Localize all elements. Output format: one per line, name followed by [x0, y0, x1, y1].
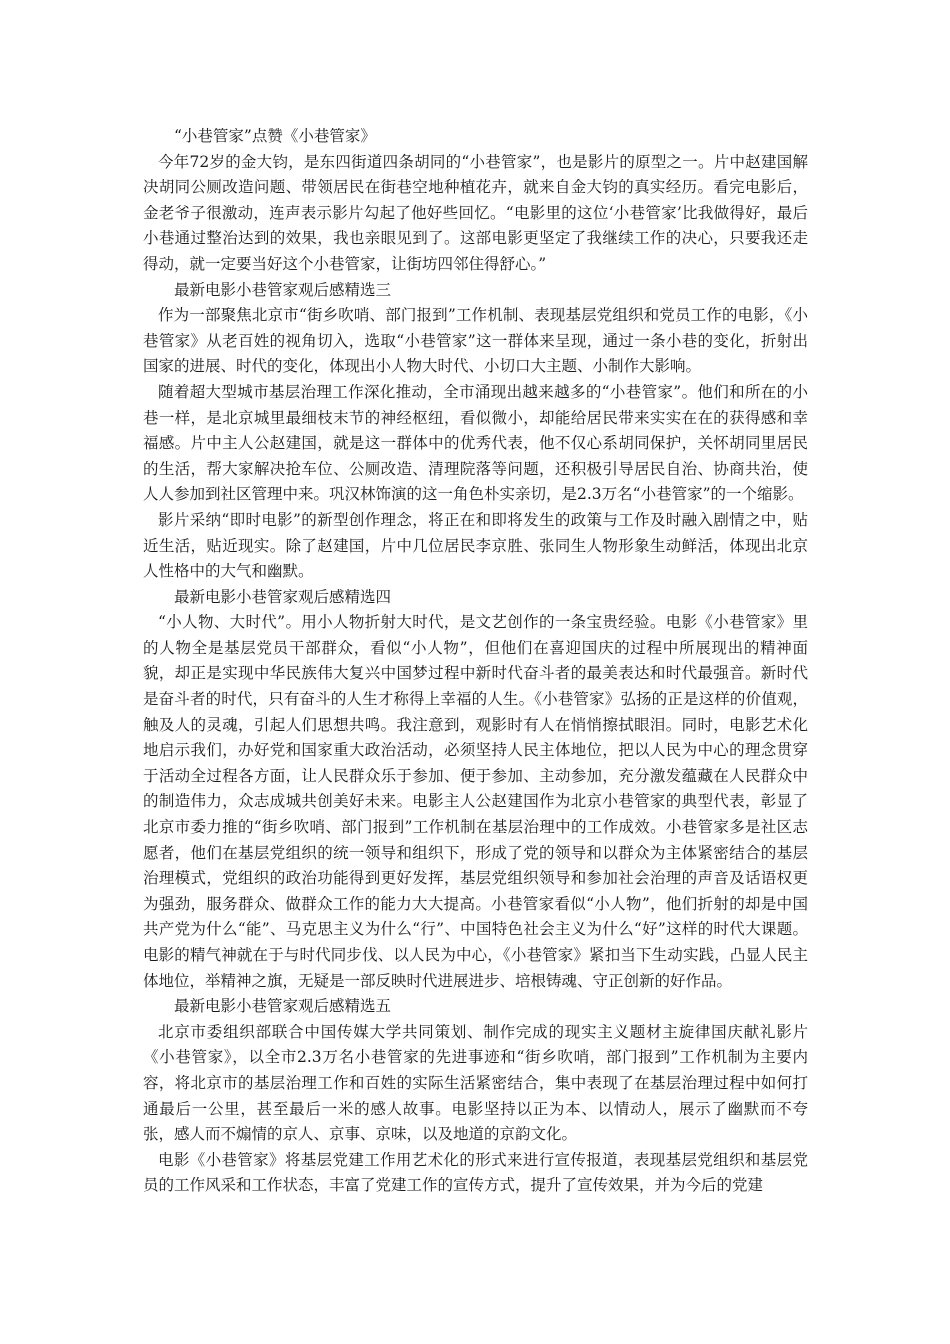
paragraph: 影片采纳“即时电影”的新型创作理念，将正在和即将发生的政策与工作及时融入剧情之中，贴近生活，贴近现实。除了赵建国，片中几位居民李京胜、张同生人物形象生动鲜活，体现出北京人性格中的大气和幽默。: [143, 510, 808, 581]
paragraph: 今年72岁的金大钧，是东四街道四条胡同的“小巷管家”，也是影片的原型之一。片中赵建国解决胡同公厕改造问题、带领居民在街巷空地种植花卉，就来自金大钧的真实经历。看完电影后，金老爷子很激动，连声表示影片勾起了他好些回忆。“电影里的这位‘小巷管家’比我做得好，最后小巷通过整治达到的效果，我也亲眼见到了。这部电影更坚定了我继续工作的决心，只要我还走得动，就一定要当好这个小巷管家，让街坊四邻住得舒心。”: [143, 152, 808, 273]
paragraph: 北京市委组织部联合中国传媒大学共同策划、制作完成的现实主义题材主旋律国庆献礼影片《小巷管家》，以全市2.3万名小巷管家的先进事迹和“街乡吹哨，部门报到”工作机制为主要内容，将北京市的基层治理工作和百姓的实际生活紧密结合，集中表现了在基层治理过程中如何打通最后一公里，甚至最后一米的感人故事。电影坚持以正为本、以情动人，展示了幽默而不夸张，感人而不煽情的京人、京事、京味，以及地道的京韵文化。: [143, 1022, 808, 1144]
section-heading: 最新电影小巷管家观后感精选五: [174, 997, 392, 1016]
document-body: [143, 124, 808, 1199]
paragraph: 作为一部聚焦北京市“街乡吹哨、部门报到”工作机制、表现基层党组织和党员工作的电影，《小巷管家》从老百姓的视角切入，选取“小巷管家”这一群体来呈现，通过一条小巷的变化，折射出国家的进展、时代的变化，体现出小人物大时代、小切口大主题、小制作大影响。: [143, 306, 808, 376]
section-heading: “小巷管家”点赞《小巷管家》: [174, 127, 376, 145]
paragraph: “小人物、大时代”。用小人物折射大时代，是文艺创作的一条宝贵经验。电影《小巷管家》里的人物全是基层党员干部群众，看似“小人物”，但他们在喜迎国庆的过程中所展现出的精神面貌，却正是实现中华民族伟大复兴中国梦过程中新时代奋斗者的最美表达和时代最强音。新时代是奋斗者的时代，只有奋斗的人生才称得上幸福的人生。《小巷管家》弘扬的正是这样的价值观，触及人的灵魂，引起人们思想共鸣。我注意到，观影时有人在悄悄擦拭眼泪。同时，电影艺术化地启示我们，办好党和国家重大政治活动，必须坚持人民主体地位，把以人民为中心的理念贯穿于活动全过程各方面，让人民群众乐于参加、便于参加、主动参加，充分激发蕴藏在人民群众中的制造伟力，众志成城共创美好未来。电影主人公赵建国作为北京小巷管家的典型代表，彰显了北京市委力推的“街乡吹哨、部门报到”工作机制在基层治理中的工作成效。小巷管家多是社区志愿者，他们在基层党组织的统一领导和组织下，形成了党的领导和以群众为主体紧密结合的基层治理模式，党组织的政治功能得到更好发挥，基层党组织领导和参加社会治理的声音及话语权更为强劲，服务群众、做群众工作的能力大大提高。小巷管家看似“小人物”，他们折射的却是中国共产党为什么“能”、马克思主义为什么“行”、中国特色社会主义为什么“好”这样的时代大课题。电影的精气神就在于与时代同步伐、以人民为中心，《小巷管家》紧扣当下生动实践，凸显人民主体地位，举精神之旗，无疑是一部反映时代进展进步、培根铸魂、守正创新的好作品。: [143, 613, 808, 990]
section-heading: 最新电影小巷管家观后感精选四: [174, 587, 392, 606]
paragraph: 电影《小巷管家》将基层党建工作用艺术化的形式来进行宣传报道，表现基层党组织和基层党员的工作风采和工作状态，丰富了党建工作的宣传方式，提升了宣传效果，并为今后的党建: [143, 1150, 808, 1195]
section-heading: 最新电影小巷管家观后感精选三: [174, 280, 392, 299]
paragraph: 随着超大型城市基层治理工作深化推动，全市涌现出越来越多的“小巷管家”。他们和所在的小巷一样，是北京城里最细枝末节的神经枢纽，看似微小，却能给居民带来实实在在的获得感和幸福感。片中主人公赵建国，就是这一群体中的优秀代表，他不仅心系胡同保护，关怀胡同里居民的生活，帮大家解决抢车位、公厕改造、清理院落等问题，还积极引导居民自治、协商共治，使人人参加到社区管理中来。巩汉林饰演的这一角色朴实亲切，是2.3万名“小巷管家”的一个缩影。: [143, 382, 808, 504]
